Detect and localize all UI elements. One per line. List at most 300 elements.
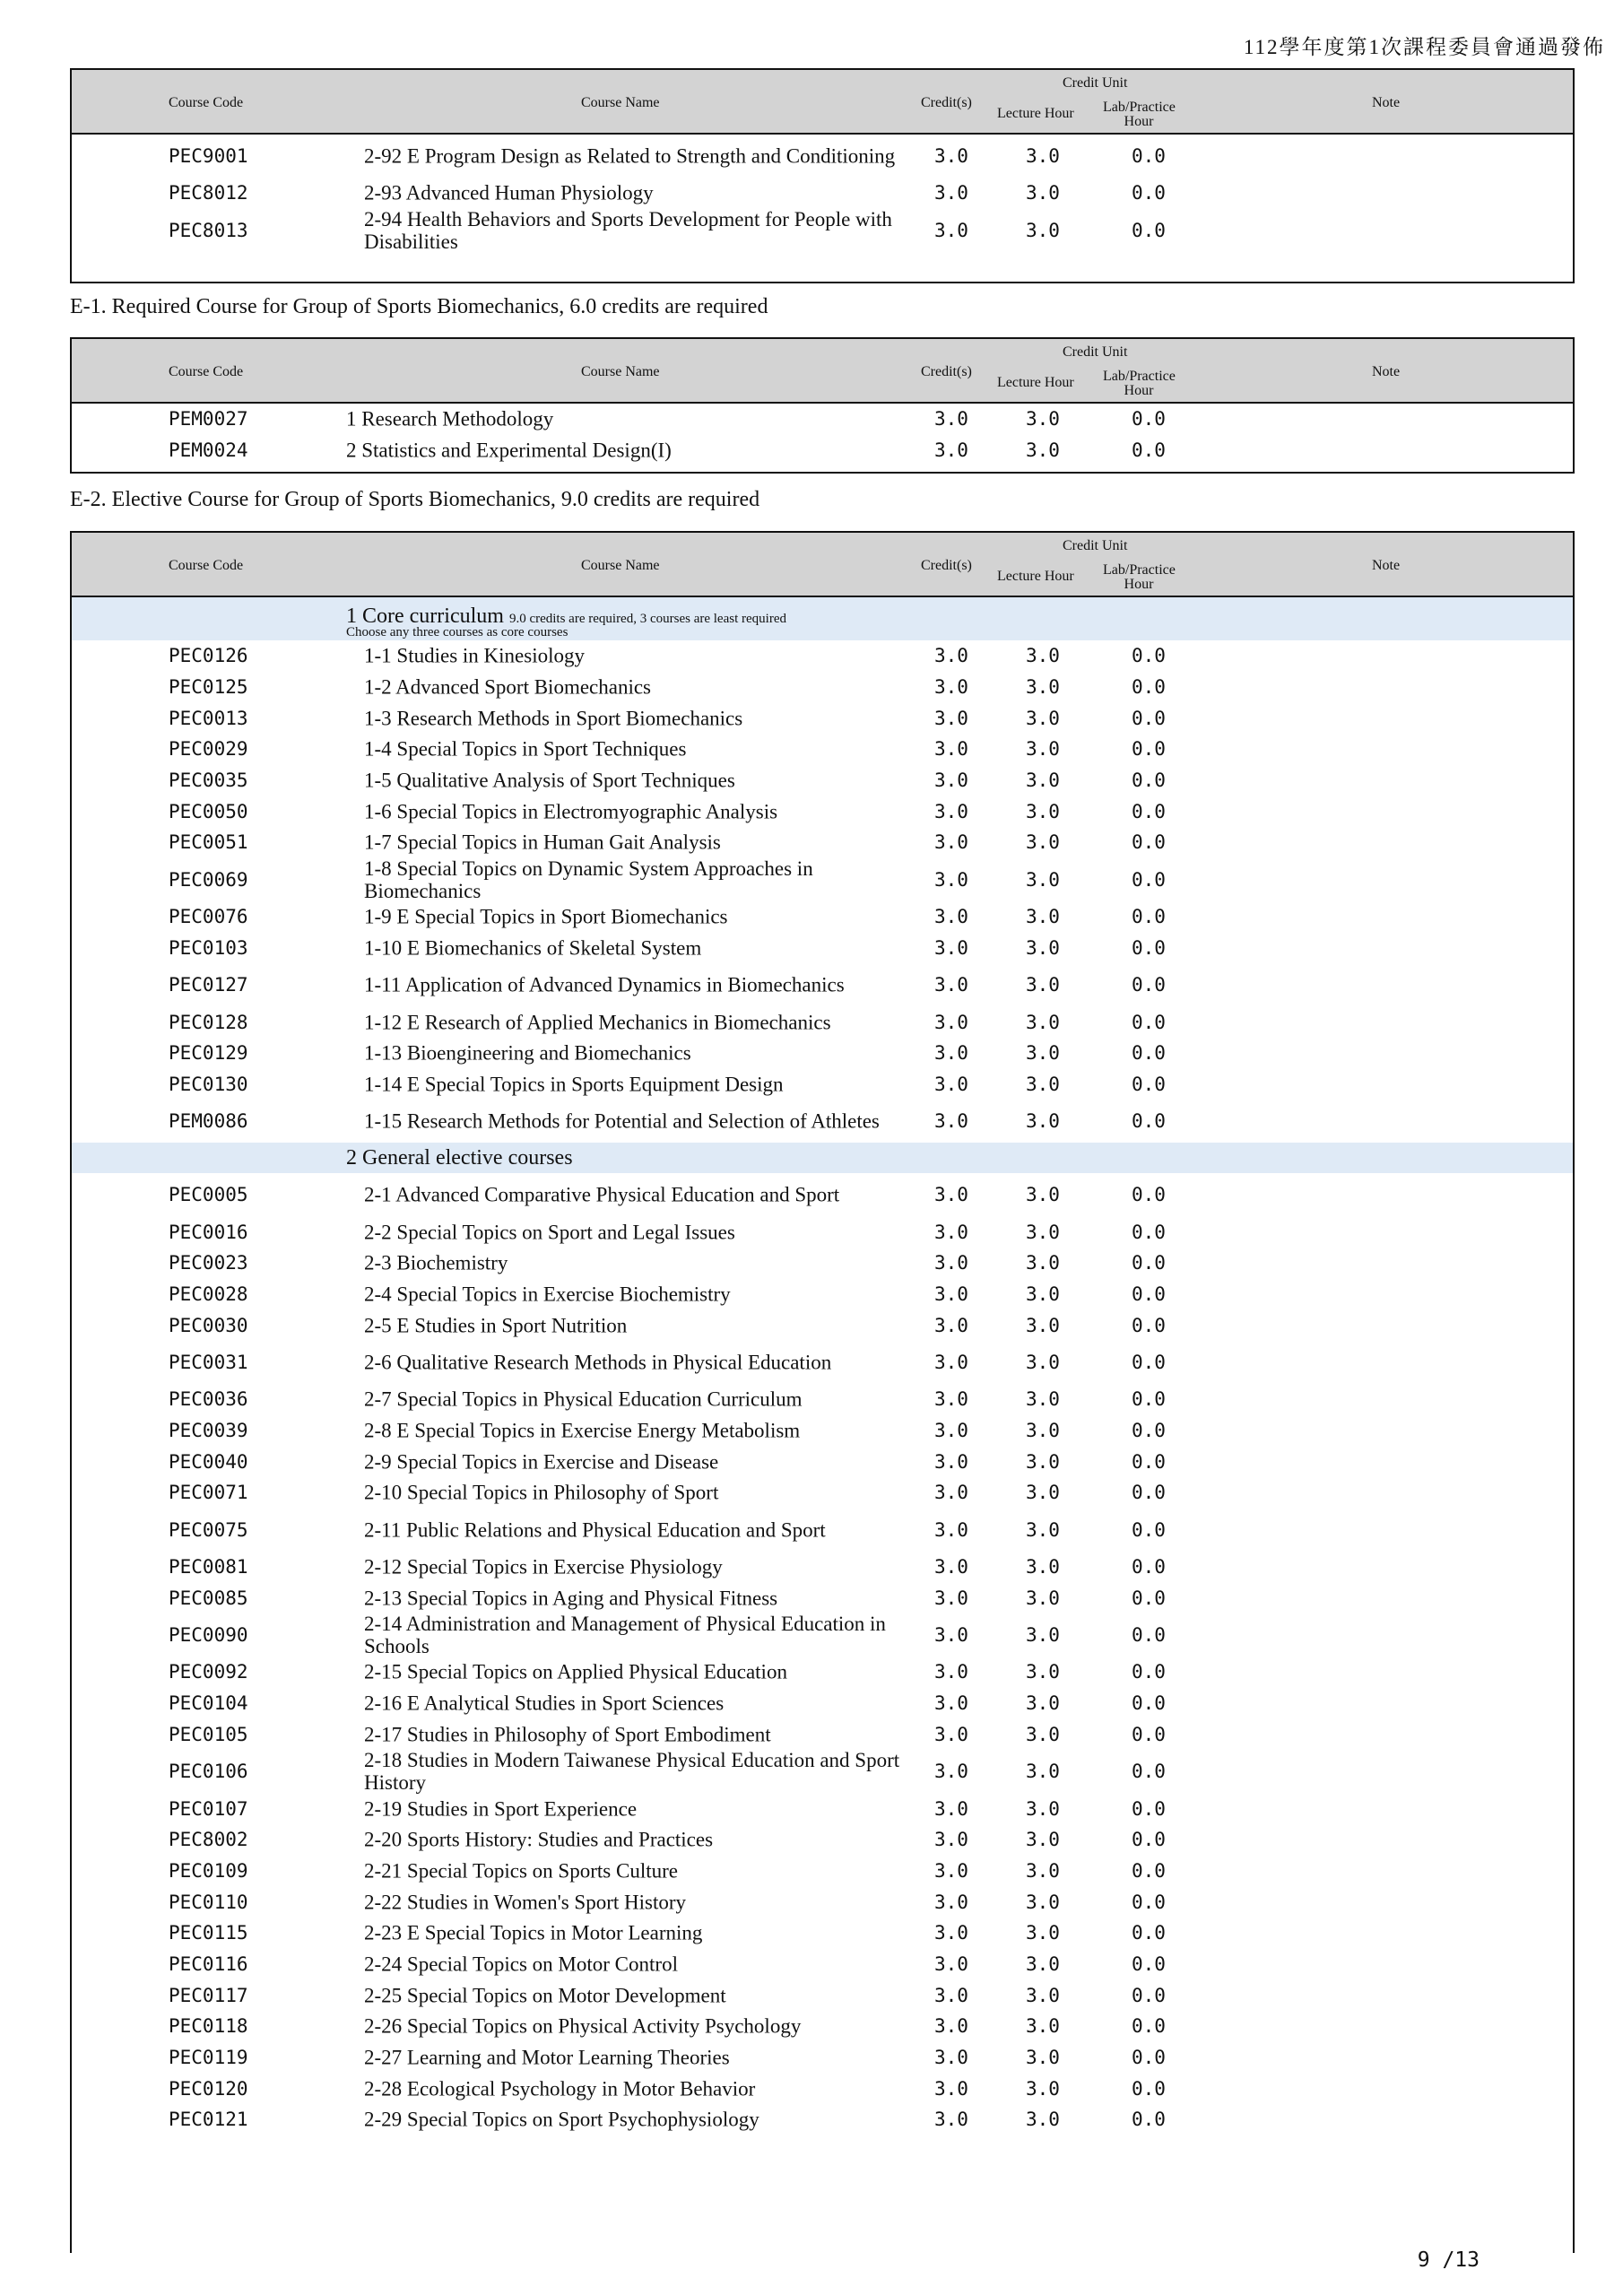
lecture-hours: 3.0 — [1026, 439, 1060, 462]
lab-hours: 0.0 — [1132, 831, 1166, 854]
group-note: Choose any three courses as core courses — [346, 625, 568, 639]
course-code: PEC0120 — [169, 2077, 248, 2100]
course-name: 1-4 Special Topics in Sport Techniques — [364, 737, 687, 761]
lab-hours: 0.0 — [1132, 1283, 1166, 1305]
course-code: PEC0051 — [169, 831, 248, 854]
course-code: PEC0085 — [169, 1587, 248, 1609]
group-requirement: 9.0 credits are required, 3 courses are least required — [508, 612, 786, 626]
lecture-hours: 3.0 — [1026, 1184, 1060, 1206]
header-lecture-hour: Lecture Hour — [997, 569, 1074, 584]
course-name: 2-22 Studies in Women's Sport History — [364, 1891, 687, 1914]
course-code: PEC0029 — [169, 738, 248, 761]
lab-hours: 0.0 — [1132, 219, 1166, 241]
course-credits: 3.0 — [934, 1450, 968, 1473]
course-code: PEC0118 — [169, 2015, 248, 2038]
lecture-hours: 3.0 — [1026, 1110, 1060, 1133]
course-credits: 3.0 — [934, 1184, 968, 1206]
table-row — [72, 1979, 1573, 2011]
lecture-hours: 3.0 — [1026, 1624, 1060, 1647]
course-credits: 3.0 — [934, 1252, 968, 1274]
table-row — [72, 1509, 1573, 1552]
lecture-hours: 3.0 — [1026, 770, 1060, 792]
course-name: 2-7 Special Topics in Physical Education Curriculum — [364, 1387, 803, 1411]
lecture-hours: 3.0 — [1026, 1587, 1060, 1609]
course-name: 2-4 Special Topics in Exercise Biochemistry — [364, 1283, 731, 1306]
course-name: 1-12 E Research of Applied Mechanics in Biomechanics — [364, 1011, 831, 1034]
course-name: 2-5 E Studies in Sport Nutrition — [364, 1314, 628, 1337]
course-code: PEC0119 — [169, 2047, 248, 2069]
course-code: PEC8002 — [169, 1829, 248, 1851]
course-name: 1-9 E Special Topics in Sport Biomechanics — [364, 905, 728, 928]
course-table-elective — [70, 531, 1575, 2253]
lecture-hours: 3.0 — [1026, 1922, 1060, 1944]
course-name: 1-2 Advanced Sport Biomechanics — [364, 675, 652, 699]
course-name: 1-3 Research Methods in Sport Biomechanics — [364, 707, 743, 730]
course-table-required — [70, 337, 1575, 474]
lecture-hours: 3.0 — [1026, 1388, 1060, 1411]
course-credits: 3.0 — [934, 439, 968, 462]
table-row — [72, 672, 1573, 703]
section-title-e1: E-1. Required Course for Group of Sports Biomechanics, 6.0 credits are required — [70, 295, 768, 318]
table-header — [72, 339, 1573, 404]
lab-hours: 0.0 — [1132, 936, 1166, 959]
course-name: 2-29 Special Topics on Sport Psychophysiology — [364, 2108, 759, 2131]
course-credits: 3.0 — [934, 1011, 968, 1033]
table-row — [72, 209, 1573, 252]
course-credits: 3.0 — [934, 1761, 968, 1783]
course-name: 2-28 Ecological Psychology in Motor Behavior — [364, 2077, 756, 2100]
header-credits: Credit(s) — [921, 95, 972, 110]
table-row — [72, 2104, 1573, 2135]
table-row — [72, 2011, 1573, 2042]
lecture-hours: 3.0 — [1026, 707, 1060, 729]
course-name: 2-26 Special Topics on Physical Activity Psychology — [364, 2014, 802, 2038]
table-row — [72, 1446, 1573, 1477]
table-row — [72, 1069, 1573, 1100]
table-row — [72, 734, 1573, 765]
lecture-hours: 3.0 — [1026, 1984, 1060, 2006]
course-name: 2-24 Special Topics on Motor Control — [364, 1952, 678, 1976]
lab-hours: 0.0 — [1132, 1723, 1166, 1745]
document-header-title: 112學年度第1次課程委員會通過發佈 — [1243, 36, 1605, 58]
course-code: PEC0030 — [169, 1314, 248, 1336]
table-row — [72, 1341, 1573, 1384]
course-code: PEC0103 — [169, 936, 248, 959]
course-name: 2-92 E Program Design as Related to Strength and Conditioning — [364, 144, 896, 168]
course-code: PEC0016 — [169, 1221, 248, 1243]
lecture-hours: 3.0 — [1026, 2077, 1060, 2100]
course-name: 2-3 Biochemistry — [364, 1251, 508, 1274]
course-code: PEC0031 — [169, 1352, 248, 1373]
lecture-hours: 3.0 — [1026, 1283, 1060, 1305]
course-credits: 3.0 — [934, 145, 968, 167]
course-credits: 3.0 — [934, 1352, 968, 1373]
header-course-name: Course Name — [581, 95, 660, 110]
lecture-hours: 3.0 — [1026, 906, 1060, 928]
course-credits: 3.0 — [934, 2047, 968, 2069]
lab-hours: 0.0 — [1132, 145, 1166, 167]
lab-hours: 0.0 — [1132, 1984, 1166, 2006]
course-credits: 3.0 — [934, 906, 968, 928]
course-name: 2-93 Advanced Human Physiology — [364, 181, 654, 204]
lab-hours: 0.0 — [1132, 1352, 1166, 1373]
course-credits: 3.0 — [934, 770, 968, 792]
table-row — [72, 1309, 1573, 1341]
lecture-hours: 3.0 — [1026, 1723, 1060, 1745]
course-name: 1 Research Methodology — [346, 407, 554, 430]
course-credits: 3.0 — [934, 1587, 968, 1609]
course-name: 1-13 Bioengineering and Biomechanics — [364, 1041, 691, 1065]
course-name: 1-6 Special Topics in Electromyographic Analysis — [364, 800, 778, 823]
lab-hours: 0.0 — [1132, 182, 1166, 204]
course-code: PEC8012 — [169, 182, 248, 204]
course-name: 1-5 Qualitative Analysis of Sport Techniques — [364, 769, 735, 792]
course-credits: 3.0 — [934, 868, 968, 891]
lab-hours: 0.0 — [1132, 1829, 1166, 1851]
table-row — [72, 796, 1573, 827]
table-row — [72, 1886, 1573, 1918]
course-name: 2-11 Public Relations and Physical Education and Sport — [364, 1518, 826, 1542]
lecture-hours: 3.0 — [1026, 2047, 1060, 2069]
table-row — [72, 1279, 1573, 1310]
header-lecture-hour: Lecture Hour — [997, 106, 1074, 121]
course-name: 2-17 Studies in Philosophy of Sport Embodiment — [364, 1723, 771, 1746]
course-name: 1-15 Research Methods for Potential and Selection of Athletes — [364, 1109, 880, 1133]
lab-hours: 0.0 — [1132, 2109, 1166, 2131]
course-credits: 3.0 — [934, 1110, 968, 1133]
lecture-hours: 3.0 — [1026, 1252, 1060, 1274]
course-name: 2-16 E Analytical Studies in Sport Sciences — [364, 1692, 725, 1715]
course-code: PEC0110 — [169, 1891, 248, 1913]
course-credits: 3.0 — [934, 1723, 968, 1745]
course-credits: 3.0 — [934, 1952, 968, 1975]
course-name: 2-94 Health Behaviors and Sports Development for People with Disabilities — [364, 207, 892, 253]
table-row — [72, 933, 1573, 964]
lecture-hours: 3.0 — [1026, 1556, 1060, 1578]
header-lab-hour: Lab/Practice Hour — [1103, 369, 1176, 398]
course-code: PEC9001 — [169, 145, 248, 167]
table-row — [72, 1824, 1573, 1856]
course-code: PEC0040 — [169, 1450, 248, 1473]
course-name: 2-15 Special Topics on Applied Physical Education — [364, 1660, 787, 1683]
course-code: PEC0106 — [169, 1761, 248, 1783]
lecture-hours: 3.0 — [1026, 1221, 1060, 1243]
table-row — [72, 1173, 1573, 1216]
lecture-hours: 3.0 — [1026, 1352, 1060, 1373]
lab-hours: 0.0 — [1132, 676, 1166, 699]
course-name: 2-9 Special Topics in Exercise and Disease — [364, 1450, 719, 1474]
course-credits: 3.0 — [934, 2109, 968, 2131]
lab-hours: 0.0 — [1132, 1184, 1166, 1206]
lab-hours: 0.0 — [1132, 1587, 1166, 1609]
course-credits: 3.0 — [934, 645, 968, 667]
table-header — [72, 70, 1573, 135]
section-title-e2: E-2. Elective Course for Group of Sports Biomechanics, 9.0 credits are required — [70, 488, 760, 511]
header-note: Note — [1372, 95, 1401, 110]
course-name: 2-13 Special Topics in Aging and Physical Fitness — [364, 1587, 778, 1610]
course-name: 2-20 Sports History: Studies and Practices — [364, 1828, 714, 1851]
lecture-hours: 3.0 — [1026, 1661, 1060, 1683]
course-name: 1-8 Special Topics on Dynamic System Approaches in Biomechanics — [364, 857, 813, 902]
lab-hours: 0.0 — [1132, 1482, 1166, 1504]
course-name: 1-1 Studies in Kinesiology — [364, 644, 585, 667]
course-credits: 3.0 — [934, 1042, 968, 1065]
course-code: PEM0024 — [169, 439, 248, 462]
course-credits: 3.0 — [934, 974, 968, 996]
course-code: PEC0069 — [169, 868, 248, 891]
course-credits: 3.0 — [934, 676, 968, 699]
table-row — [72, 178, 1573, 209]
course-name: 2-18 Studies in Modern Taiwanese Physical Education and Sport History — [364, 1749, 900, 1795]
lecture-hours: 3.0 — [1026, 2015, 1060, 2038]
course-code: PEC0105 — [169, 1723, 248, 1745]
lab-hours: 0.0 — [1132, 906, 1166, 928]
header-credit-unit: Credit Unit — [1063, 75, 1128, 91]
course-credits: 3.0 — [934, 1314, 968, 1336]
table-header — [72, 533, 1573, 597]
course-code: PEC0005 — [169, 1184, 248, 1206]
course-credits: 3.0 — [934, 1556, 968, 1578]
header-course-code: Course Code — [169, 95, 244, 110]
course-name: 2-19 Studies in Sport Experience — [364, 1797, 638, 1821]
table-row — [72, 1856, 1573, 1887]
table-row — [72, 858, 1573, 901]
course-name: 2-2 Special Topics on Sport and Legal Issues — [364, 1221, 735, 1244]
lab-hours: 0.0 — [1132, 868, 1166, 891]
table-row — [72, 1719, 1573, 1751]
course-credits: 3.0 — [934, 1891, 968, 1913]
lab-hours: 0.0 — [1132, 1859, 1166, 1882]
course-credits: 3.0 — [934, 1221, 968, 1243]
header-lab-hour: Lab/Practice Hour — [1103, 100, 1176, 129]
lab-hours: 0.0 — [1132, 738, 1166, 761]
course-credits: 3.0 — [934, 219, 968, 241]
lab-hours: 0.0 — [1132, 1518, 1166, 1541]
course-name: 2 Statistics and Experimental Design(I) — [346, 439, 672, 462]
course-code: PEC0125 — [169, 676, 248, 699]
course-code: PEC0107 — [169, 1797, 248, 1820]
header-note: Note — [1372, 558, 1401, 573]
table-row — [72, 1415, 1573, 1447]
course-name: 1-7 Special Topics in Human Gait Analysis — [364, 831, 721, 854]
table-row — [72, 1657, 1573, 1688]
lecture-hours: 3.0 — [1026, 2109, 1060, 2131]
table-row — [72, 1038, 1573, 1069]
course-code: PEC0036 — [169, 1388, 248, 1411]
course-credits: 3.0 — [934, 1518, 968, 1541]
course-name: 2-6 Qualitative Research Methods in Physical Education — [364, 1351, 832, 1374]
course-credits: 3.0 — [934, 1624, 968, 1647]
course-code: PEC8013 — [169, 219, 248, 241]
lecture-hours: 3.0 — [1026, 1011, 1060, 1033]
lab-hours: 0.0 — [1132, 439, 1166, 462]
course-credits: 3.0 — [934, 1922, 968, 1944]
lecture-hours: 3.0 — [1026, 1042, 1060, 1065]
lecture-hours: 3.0 — [1026, 1420, 1060, 1442]
lab-hours: 0.0 — [1132, 1661, 1166, 1683]
course-credits: 3.0 — [934, 1661, 968, 1683]
course-code: PEC0128 — [169, 1011, 248, 1033]
lab-hours: 0.0 — [1132, 707, 1166, 729]
table-row — [72, 435, 1573, 466]
lab-hours: 0.0 — [1132, 1314, 1166, 1336]
table-row — [72, 1384, 1573, 1415]
course-name: 2-25 Special Topics on Motor Development — [364, 1984, 726, 2007]
course-code: PEC0090 — [169, 1624, 248, 1647]
course-credits: 3.0 — [934, 738, 968, 761]
lab-hours: 0.0 — [1132, 1073, 1166, 1095]
header-credit-unit: Credit Unit — [1063, 538, 1128, 553]
header-note: Note — [1372, 364, 1401, 379]
table-row — [72, 963, 1573, 1006]
lecture-hours: 3.0 — [1026, 1891, 1060, 1913]
course-name: 1-11 Application of Advanced Dynamics in Biomechanics — [364, 973, 845, 996]
header-credit-unit: Credit Unit — [1063, 344, 1128, 360]
table-row — [72, 1949, 1573, 1980]
course-credits: 3.0 — [934, 800, 968, 822]
course-credits: 3.0 — [934, 1692, 968, 1715]
lecture-hours: 3.0 — [1026, 182, 1060, 204]
table-row — [72, 1918, 1573, 1949]
lecture-hours: 3.0 — [1026, 1450, 1060, 1473]
course-name: 2-8 E Special Topics in Exercise Energy Metabolism — [364, 1419, 801, 1442]
lab-hours: 0.0 — [1132, 1388, 1166, 1411]
lab-hours: 0.0 — [1132, 2077, 1166, 2100]
course-code: PEC0115 — [169, 1922, 248, 1944]
lab-hours: 0.0 — [1132, 1252, 1166, 1274]
course-credits: 3.0 — [934, 831, 968, 854]
course-code: PEC0116 — [169, 1952, 248, 1975]
course-code: PEC0035 — [169, 770, 248, 792]
lecture-hours: 3.0 — [1026, 1797, 1060, 1820]
lab-hours: 0.0 — [1132, 1922, 1166, 1944]
page-number: 9 /13 — [1417, 2248, 1480, 2272]
course-code: PEC0104 — [169, 1692, 248, 1715]
course-credits: 3.0 — [934, 1829, 968, 1851]
table-row — [72, 1477, 1573, 1509]
table-row — [72, 827, 1573, 858]
lecture-hours: 3.0 — [1026, 1859, 1060, 1882]
course-code: PEC0050 — [169, 800, 248, 822]
table-row — [72, 2042, 1573, 2074]
header-course-name: Course Name — [581, 364, 660, 379]
table-row — [72, 1750, 1573, 1793]
lab-hours: 0.0 — [1132, 1450, 1166, 1473]
course-code: PEM0086 — [169, 1110, 248, 1133]
course-code: PEM0027 — [169, 408, 248, 430]
header-lecture-hour: Lecture Hour — [997, 375, 1074, 390]
group-title: 2 General elective courses — [346, 1146, 573, 1170]
course-name: 1-14 E Special Topics in Sports Equipment Design — [364, 1073, 784, 1096]
header-course-name: Course Name — [581, 558, 660, 573]
course-code: PEC0075 — [169, 1518, 248, 1541]
course-code: PEC0130 — [169, 1073, 248, 1095]
course-credits: 3.0 — [934, 1388, 968, 1411]
lecture-hours: 3.0 — [1026, 974, 1060, 996]
table-row — [72, 1552, 1573, 1583]
lab-hours: 0.0 — [1132, 770, 1166, 792]
lab-hours: 0.0 — [1132, 800, 1166, 822]
course-credits: 3.0 — [934, 1859, 968, 1882]
table-row — [72, 702, 1573, 734]
course-name: 2-10 Special Topics in Philosophy of Sport — [364, 1481, 719, 1504]
lecture-hours: 3.0 — [1026, 1073, 1060, 1095]
lab-hours: 0.0 — [1132, 1221, 1166, 1243]
lab-hours: 0.0 — [1132, 1110, 1166, 1133]
course-code: PEC0081 — [169, 1556, 248, 1578]
course-code: PEC0023 — [169, 1252, 248, 1274]
course-name: 2-27 Learning and Motor Learning Theories — [364, 2046, 730, 2069]
lab-hours: 0.0 — [1132, 974, 1166, 996]
course-name: 1-10 E Biomechanics of Skeletal System — [364, 936, 702, 960]
course-credits: 3.0 — [934, 2077, 968, 2100]
table-row — [72, 765, 1573, 796]
table-row — [72, 1613, 1573, 1657]
header-credits: Credit(s) — [921, 364, 972, 379]
course-credits: 3.0 — [934, 936, 968, 959]
lecture-hours: 3.0 — [1026, 800, 1060, 822]
course-name: 2-21 Special Topics on Sports Culture — [364, 1859, 678, 1883]
course-credits: 3.0 — [934, 182, 968, 204]
group-title: 1 Core curriculum — [346, 604, 504, 628]
group-header-core — [72, 597, 1573, 640]
course-code: PEC0126 — [169, 645, 248, 667]
course-credits: 3.0 — [934, 1283, 968, 1305]
lecture-hours: 3.0 — [1026, 936, 1060, 959]
lecture-hours: 3.0 — [1026, 831, 1060, 854]
header-course-code: Course Code — [169, 364, 244, 379]
lecture-hours: 3.0 — [1026, 1829, 1060, 1851]
course-credits: 3.0 — [934, 707, 968, 729]
course-name: 2-23 E Special Topics in Motor Learning — [364, 1921, 703, 1944]
table-row — [72, 1216, 1573, 1248]
lecture-hours: 3.0 — [1026, 1518, 1060, 1541]
table-row — [72, 901, 1573, 933]
course-code: PEC0121 — [169, 2109, 248, 2131]
course-code: PEC0092 — [169, 1661, 248, 1683]
course-credits: 3.0 — [934, 1797, 968, 1820]
group-header-general — [72, 1143, 1573, 1173]
lab-hours: 0.0 — [1132, 645, 1166, 667]
lecture-hours: 3.0 — [1026, 145, 1060, 167]
lab-hours: 0.0 — [1132, 1624, 1166, 1647]
table-row — [72, 640, 1573, 672]
lecture-hours: 3.0 — [1026, 1692, 1060, 1715]
header-credits: Credit(s) — [921, 558, 972, 573]
course-code: PEC0076 — [169, 906, 248, 928]
course-credits: 3.0 — [934, 2015, 968, 2038]
table-row — [72, 1688, 1573, 1719]
lab-hours: 0.0 — [1132, 408, 1166, 430]
course-credits: 3.0 — [934, 1420, 968, 1442]
course-credits: 3.0 — [934, 408, 968, 430]
table-row — [72, 1006, 1573, 1038]
course-code: PEC0117 — [169, 1984, 248, 2006]
course-code: PEC0028 — [169, 1283, 248, 1305]
course-code: PEC0109 — [169, 1859, 248, 1882]
lab-hours: 0.0 — [1132, 1952, 1166, 1975]
lab-hours: 0.0 — [1132, 1761, 1166, 1783]
table-row — [72, 2073, 1573, 2104]
lecture-hours: 3.0 — [1026, 219, 1060, 241]
course-name: 2-14 Administration and Management of Physical Education in Schools — [364, 1613, 886, 1658]
lab-hours: 0.0 — [1132, 1011, 1166, 1033]
course-code: PEC0039 — [169, 1420, 248, 1442]
lecture-hours: 3.0 — [1026, 1952, 1060, 1975]
table-row — [72, 1793, 1573, 1824]
lecture-hours: 3.0 — [1026, 1482, 1060, 1504]
table-row — [72, 404, 1573, 435]
